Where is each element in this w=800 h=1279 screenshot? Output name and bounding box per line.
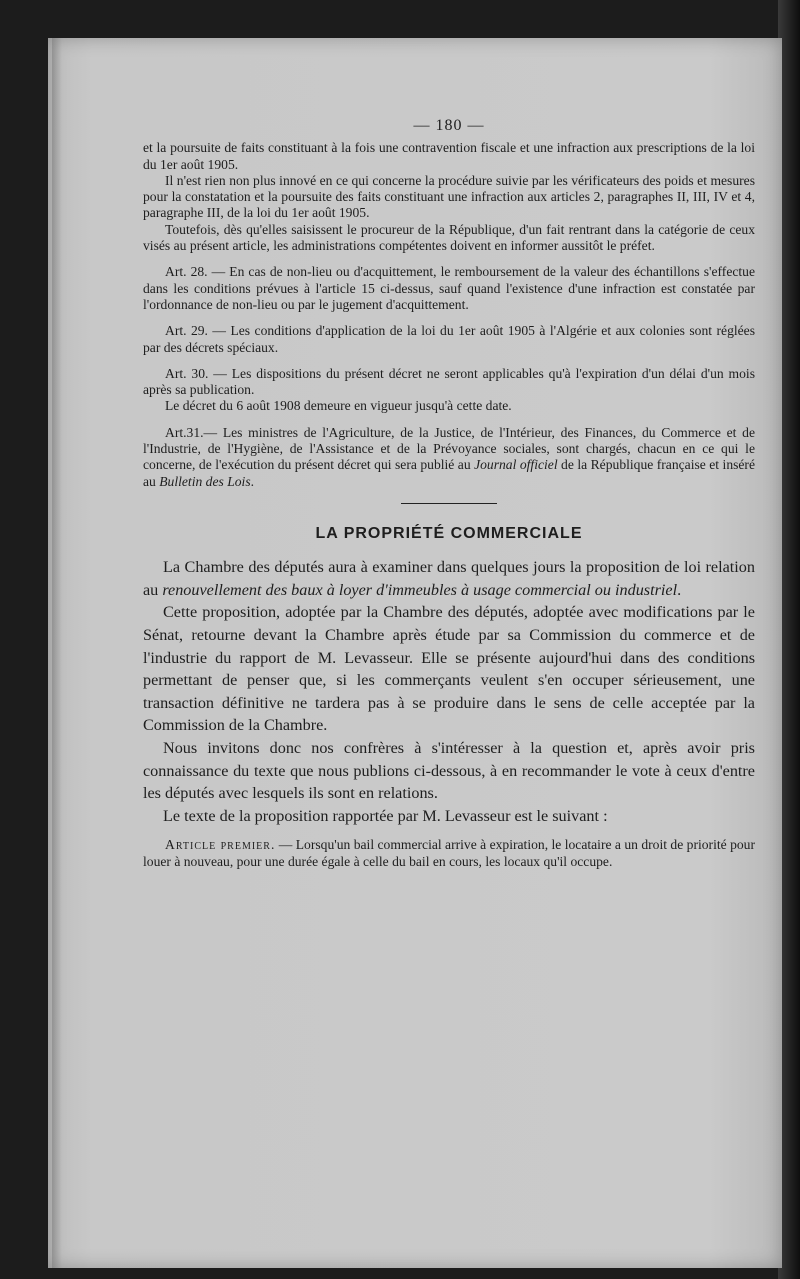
article-31-text-b: de la République française et inséré au xyxy=(143,457,755,489)
article-30-decree: Le décret du 6 août 1908 demeure en vigueur jusqu'à cette date. xyxy=(165,398,512,414)
article-premier-label: Article premier. xyxy=(165,837,276,853)
paragraph-invitation: Nous invitons donc nos confrères à s'intéresser à la question et, après avoir pris connaissance du texte que nous publions ci-dessous, à en recommander le vote à ceux d'entre les députés avec lesquels ils sont en relations. xyxy=(143,738,755,803)
section-body xyxy=(143,556,755,827)
paragraph-texte: Le texte de la proposition rapportée par M. Levasseur est le suivant : xyxy=(163,806,608,825)
section-divider xyxy=(401,503,497,504)
article-28: Art. 28. — En cas de non-lieu ou d'acquittement, le remboursement de la valeur des échantillons s'effectue dans les conditions prévues à l'article 15 ci-dessus, sauf quand l'existence d'une infraction est constatée par l'ordonnance de non-lieu ou par le jugement d'acquittement. xyxy=(143,264,755,312)
article-31 xyxy=(143,425,755,490)
article-premier xyxy=(143,837,755,870)
paragraph-chambre-italic: renouvellement des baux à loyer d'immeubles à usage commercial ou industriel xyxy=(162,580,678,599)
page-gutter-shadow xyxy=(52,38,62,1268)
article-30: Art. 30. — Les dispositions du présent décret ne seront applicables qu'à l'expiration d'un délai d'un mois après sa publication. xyxy=(143,365,755,398)
journal-officiel: Journal officiel xyxy=(474,457,558,473)
article-29: Art. 29. — Les conditions d'application de la loi du 1er août 1905 à l'Algérie et aux colonies sont réglées par des décrets spéciaux. xyxy=(143,323,755,355)
article-premier-text: — Lorsqu'un bail commercial arrive à expiration, le locataire a un droit de priorité pour louer à nouveau, pour une durée égale à celle du bail en cours, les locaux qu'il occupe. xyxy=(143,837,755,869)
page-content xyxy=(143,118,755,870)
page-number: — 180 — xyxy=(413,117,485,134)
paragraph-continuation: et la poursuite de faits constituant à la fois une contravention fiscale et une infraction aux prescriptions de la loi du 1er août 1905. xyxy=(143,140,755,172)
paragraph-chambre-end: . xyxy=(677,580,682,599)
paragraph-proposition: Cette proposition, adoptée par la Chambre des députés, adoptée avec modifications par le Sénat, retourne devant la Chambre après étude par sa Commission du commerce et de l'industrie du rapport de M. Levasseur. Elle se présente aujourd'hui dans des conditions permettant de penser que, si les commerçants veulent s'en occuper sérieusement, une transaction définitive ne tardera pas à se produire dans le sens de celle acceptée par la Commission de la Chambre. xyxy=(143,603,755,735)
paragraph-verificateurs: Il n'est rien non plus innové en ce qui concerne la procédure suivie par les vérificateurs des poids et mesures pour la constatation et la poursuite des faits constituant une infraction aux articles 2, paragraphes II, III, IV et 4, paragraphe III, de la loi du 1er août 1905. xyxy=(143,172,755,221)
article-31-end: . xyxy=(250,473,255,489)
article-31-text-a: Art.31.— Les ministres de l'Agriculture, de la Justice, de l'Intérieur, des Finances, du Commerce et de l'Industrie, de l'Hygiène, de l'Assistance et de la Prévoyance sociales, sont chargés, chacun en ce qui le concerne, de l'exécution du présent décret qui sera publié au xyxy=(143,424,755,473)
paragraph-chambre xyxy=(143,556,755,601)
paragraph-chambre-text: La Chambre des députés aura à examiner dans quelques jours la proposition de loi relation au xyxy=(143,558,755,599)
paragraph-toutefois: Toutefois, dès qu'elles saisissent le procureur de la République, d'un fait rentrant dans la catégorie de ceux visés au présent article, les administrations compétentes doivent en informer aussitôt le préfet. xyxy=(143,221,755,254)
section-title: LA PROPRIÉTÉ COMMERCIALE xyxy=(315,524,583,542)
bulletin-des-lois: Bulletin des Lois xyxy=(159,473,251,489)
